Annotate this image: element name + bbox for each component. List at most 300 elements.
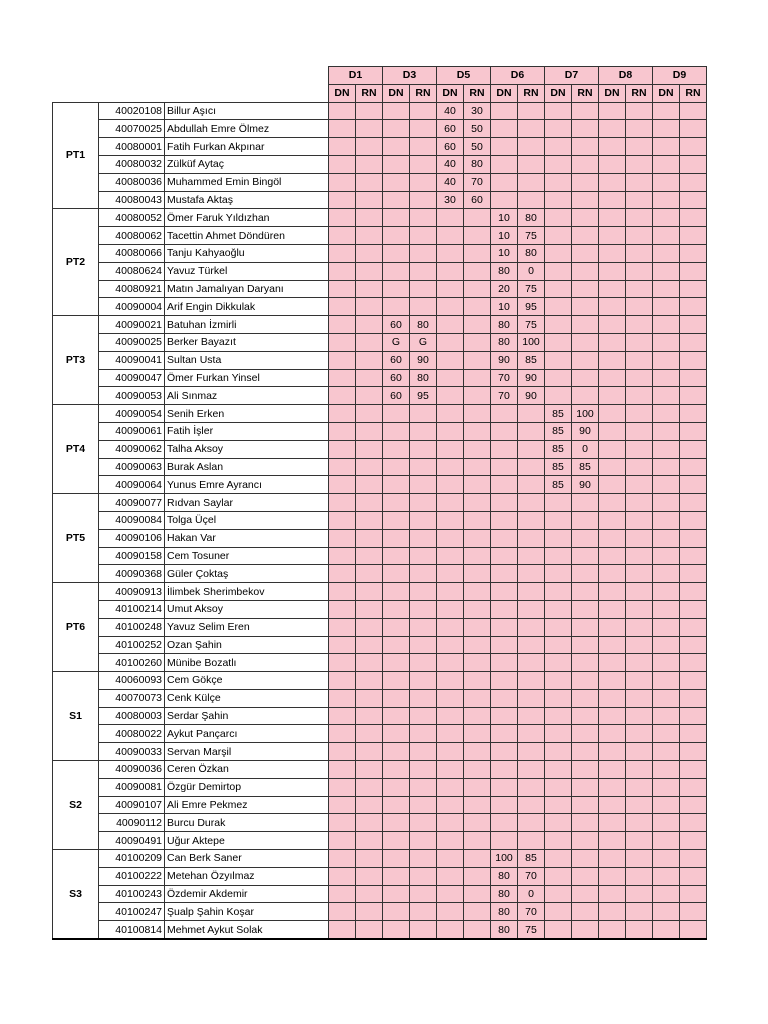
score-cell bbox=[356, 333, 383, 351]
score-cell bbox=[518, 102, 545, 120]
student-name: Tanju Kahyaoğlu bbox=[165, 244, 329, 262]
score-cell bbox=[572, 529, 599, 547]
student-id: 40080066 bbox=[99, 244, 165, 262]
score-cell bbox=[518, 138, 545, 156]
score-cell bbox=[329, 262, 356, 280]
table-row bbox=[53, 565, 707, 583]
score-cell bbox=[599, 280, 626, 298]
score-cell bbox=[572, 743, 599, 761]
score-cell bbox=[680, 814, 707, 832]
score-cell bbox=[383, 903, 410, 921]
student-name: Ozan Şahin bbox=[165, 636, 329, 654]
score-cell bbox=[383, 120, 410, 138]
score-cell bbox=[356, 458, 383, 476]
group-label: PT5 bbox=[53, 494, 99, 583]
score-cell bbox=[518, 689, 545, 707]
student-name: Berker Bayazıt bbox=[165, 333, 329, 351]
score-cell bbox=[680, 458, 707, 476]
score-cell: 10 bbox=[491, 227, 518, 245]
score-cell bbox=[518, 173, 545, 191]
score-cell bbox=[626, 850, 653, 868]
score-cell bbox=[491, 102, 518, 120]
score-cell bbox=[383, 405, 410, 423]
score-cell bbox=[356, 155, 383, 173]
score-cell bbox=[680, 547, 707, 565]
student-id: 40100248 bbox=[99, 618, 165, 636]
score-cell bbox=[572, 903, 599, 921]
day-header: D7 bbox=[545, 67, 599, 85]
score-cell bbox=[491, 120, 518, 138]
score-cell bbox=[329, 832, 356, 850]
score-cell bbox=[599, 440, 626, 458]
score-cell bbox=[518, 120, 545, 138]
score-cell: 50 bbox=[464, 120, 491, 138]
student-id: 40080003 bbox=[99, 707, 165, 725]
score-cell bbox=[491, 743, 518, 761]
score-cell bbox=[356, 654, 383, 672]
score-cell bbox=[410, 494, 437, 512]
student-name: Yavuz Selim Eren bbox=[165, 618, 329, 636]
score-cell bbox=[599, 405, 626, 423]
score-cell bbox=[653, 832, 680, 850]
score-cell bbox=[491, 600, 518, 618]
score-cell bbox=[437, 921, 464, 939]
score-cell: 60 bbox=[383, 351, 410, 369]
score-cell bbox=[437, 743, 464, 761]
score-cell: 90 bbox=[518, 369, 545, 387]
student-name: Ömer Furkan Yinsel bbox=[165, 369, 329, 387]
score-cell bbox=[437, 298, 464, 316]
score-cell bbox=[626, 529, 653, 547]
student-id: 40060093 bbox=[99, 672, 165, 690]
score-cell bbox=[680, 511, 707, 529]
score-cell: 80 bbox=[491, 333, 518, 351]
score-cell bbox=[491, 547, 518, 565]
score-cell bbox=[410, 636, 437, 654]
table-row bbox=[53, 405, 707, 423]
score-cell bbox=[491, 707, 518, 725]
score-cell: 0 bbox=[572, 440, 599, 458]
score-cell bbox=[410, 600, 437, 618]
score-cell bbox=[626, 654, 653, 672]
score-cell bbox=[599, 654, 626, 672]
subcolumn-header: RN bbox=[680, 84, 707, 102]
score-cell bbox=[572, 707, 599, 725]
score-cell bbox=[329, 814, 356, 832]
score-cell bbox=[491, 672, 518, 690]
score-cell bbox=[626, 672, 653, 690]
table-row bbox=[53, 761, 707, 779]
score-cell: 70 bbox=[518, 903, 545, 921]
student-name: Billur Aşıcı bbox=[165, 102, 329, 120]
student-id: 40100209 bbox=[99, 850, 165, 868]
score-cell bbox=[356, 814, 383, 832]
score-cell bbox=[545, 280, 572, 298]
score-cell bbox=[572, 316, 599, 334]
table-row bbox=[53, 422, 707, 440]
score-cell bbox=[599, 547, 626, 565]
score-cell bbox=[383, 707, 410, 725]
score-cell bbox=[599, 707, 626, 725]
score-cell bbox=[410, 440, 437, 458]
score-cell bbox=[626, 743, 653, 761]
score-cell bbox=[626, 476, 653, 494]
day-header: D1 bbox=[329, 67, 383, 85]
score-cell bbox=[599, 155, 626, 173]
score-cell: 85 bbox=[545, 405, 572, 423]
score-cell bbox=[626, 867, 653, 885]
score-cell bbox=[464, 440, 491, 458]
score-cell: 90 bbox=[572, 422, 599, 440]
score-cell bbox=[464, 405, 491, 423]
student-id: 40090112 bbox=[99, 814, 165, 832]
score-cell bbox=[599, 102, 626, 120]
score-cell bbox=[410, 743, 437, 761]
score-cell bbox=[356, 173, 383, 191]
score-cell bbox=[626, 761, 653, 779]
score-cell bbox=[464, 529, 491, 547]
score-cell bbox=[518, 565, 545, 583]
student-name: Ömer Faruk Yıldızhan bbox=[165, 209, 329, 227]
score-cell bbox=[383, 778, 410, 796]
score-cell bbox=[680, 796, 707, 814]
student-name: Mehmet Aykut Solak bbox=[165, 921, 329, 939]
score-cell bbox=[653, 689, 680, 707]
score-cell bbox=[680, 227, 707, 245]
score-cell bbox=[464, 458, 491, 476]
score-cell bbox=[599, 725, 626, 743]
score-cell bbox=[545, 689, 572, 707]
score-cell bbox=[545, 351, 572, 369]
score-cell bbox=[464, 422, 491, 440]
score-cell bbox=[410, 867, 437, 885]
table-row bbox=[53, 903, 707, 921]
subcolumn-header: DN bbox=[545, 84, 572, 102]
student-id: 40090107 bbox=[99, 796, 165, 814]
score-cell bbox=[464, 351, 491, 369]
table-row bbox=[53, 476, 707, 494]
score-cell bbox=[410, 885, 437, 903]
score-cell bbox=[599, 458, 626, 476]
student-name: Hakan Var bbox=[165, 529, 329, 547]
score-cell bbox=[410, 583, 437, 601]
score-cell bbox=[491, 618, 518, 636]
score-cell: 80 bbox=[491, 867, 518, 885]
score-cell bbox=[356, 850, 383, 868]
score-cell bbox=[599, 921, 626, 939]
score-cell bbox=[545, 191, 572, 209]
score-cell bbox=[410, 227, 437, 245]
score-cell bbox=[437, 778, 464, 796]
score-cell bbox=[680, 422, 707, 440]
score-cell bbox=[329, 707, 356, 725]
score-cell bbox=[572, 173, 599, 191]
score-cell: 20 bbox=[491, 280, 518, 298]
score-cell bbox=[545, 547, 572, 565]
score-cell bbox=[518, 547, 545, 565]
score-cell bbox=[356, 262, 383, 280]
score-cell bbox=[464, 636, 491, 654]
score-cell bbox=[626, 155, 653, 173]
score-cell bbox=[680, 405, 707, 423]
student-id: 40090047 bbox=[99, 369, 165, 387]
score-cell bbox=[383, 102, 410, 120]
score-cell bbox=[653, 672, 680, 690]
score-cell: 100 bbox=[572, 405, 599, 423]
score-cell bbox=[464, 761, 491, 779]
score-cell bbox=[680, 316, 707, 334]
score-cell bbox=[356, 618, 383, 636]
score-cell bbox=[410, 689, 437, 707]
score-cell bbox=[464, 387, 491, 405]
score-cell bbox=[464, 725, 491, 743]
student-name: Özgür Demirtop bbox=[165, 778, 329, 796]
student-id: 40080032 bbox=[99, 155, 165, 173]
table-row bbox=[53, 796, 707, 814]
score-cell: 70 bbox=[491, 387, 518, 405]
score-cell bbox=[626, 280, 653, 298]
score-cell bbox=[680, 440, 707, 458]
score-cell bbox=[383, 743, 410, 761]
score-cell bbox=[626, 885, 653, 903]
student-name: Fatih İşler bbox=[165, 422, 329, 440]
score-cell bbox=[653, 387, 680, 405]
score-cell bbox=[491, 458, 518, 476]
score-cell bbox=[680, 209, 707, 227]
score-cell bbox=[356, 600, 383, 618]
score-cell bbox=[356, 743, 383, 761]
score-cell bbox=[653, 102, 680, 120]
score-cell: 40 bbox=[437, 155, 464, 173]
table-row bbox=[53, 209, 707, 227]
score-cell bbox=[626, 351, 653, 369]
score-cell bbox=[410, 725, 437, 743]
score-cell bbox=[545, 867, 572, 885]
score-cell bbox=[599, 316, 626, 334]
score-cell bbox=[356, 761, 383, 779]
score-cell bbox=[518, 743, 545, 761]
score-cell bbox=[437, 405, 464, 423]
score-cell bbox=[680, 387, 707, 405]
student-name: Ali Sınmaz bbox=[165, 387, 329, 405]
score-cell bbox=[518, 529, 545, 547]
student-name: Talha Aksoy bbox=[165, 440, 329, 458]
score-cell bbox=[572, 191, 599, 209]
score-cell bbox=[680, 743, 707, 761]
score-cell: 85 bbox=[572, 458, 599, 476]
score-cell bbox=[464, 832, 491, 850]
score-cell bbox=[626, 707, 653, 725]
score-cell bbox=[356, 689, 383, 707]
score-cell bbox=[572, 921, 599, 939]
score-cell bbox=[572, 867, 599, 885]
score-cell bbox=[383, 511, 410, 529]
score-cell bbox=[410, 280, 437, 298]
score-cell bbox=[626, 191, 653, 209]
score-cell bbox=[491, 138, 518, 156]
score-cell bbox=[599, 227, 626, 245]
score-cell bbox=[329, 921, 356, 939]
score-cell bbox=[437, 244, 464, 262]
score-cell bbox=[437, 227, 464, 245]
score-cell: 95 bbox=[410, 387, 437, 405]
table-row bbox=[53, 689, 707, 707]
score-cell bbox=[491, 565, 518, 583]
score-cell: 60 bbox=[383, 316, 410, 334]
score-cell bbox=[626, 316, 653, 334]
score-cell bbox=[518, 796, 545, 814]
student-name: Muhammed Emin Bingöl bbox=[165, 173, 329, 191]
group-label: S2 bbox=[53, 761, 99, 850]
student-name: Cem Tosuner bbox=[165, 547, 329, 565]
student-name: Senih Erken bbox=[165, 405, 329, 423]
student-id: 40100247 bbox=[99, 903, 165, 921]
score-cell bbox=[572, 618, 599, 636]
score-cell bbox=[383, 155, 410, 173]
score-cell bbox=[680, 689, 707, 707]
score-cell bbox=[653, 209, 680, 227]
score-cell bbox=[437, 422, 464, 440]
score-cell bbox=[680, 618, 707, 636]
score-cell bbox=[653, 280, 680, 298]
score-cell bbox=[572, 262, 599, 280]
score-cell bbox=[383, 138, 410, 156]
student-name: Rıdvan Saylar bbox=[165, 494, 329, 512]
student-name: Tacettin Ahmet Döndüren bbox=[165, 227, 329, 245]
score-cell bbox=[545, 173, 572, 191]
student-id: 40090913 bbox=[99, 583, 165, 601]
score-cell bbox=[680, 244, 707, 262]
score-cell bbox=[545, 511, 572, 529]
student-name: Fatih Furkan Akpınar bbox=[165, 138, 329, 156]
student-name: Burcu Durak bbox=[165, 814, 329, 832]
score-cell bbox=[464, 618, 491, 636]
score-cell bbox=[680, 832, 707, 850]
score-cell bbox=[383, 689, 410, 707]
score-cell bbox=[626, 636, 653, 654]
student-id: 40080001 bbox=[99, 138, 165, 156]
score-cell bbox=[491, 761, 518, 779]
score-cell bbox=[383, 244, 410, 262]
score-cell: 40 bbox=[437, 102, 464, 120]
score-cell bbox=[410, 529, 437, 547]
score-cell bbox=[599, 778, 626, 796]
score-cell bbox=[491, 529, 518, 547]
table-row bbox=[53, 244, 707, 262]
score-cell bbox=[653, 173, 680, 191]
score-cell bbox=[518, 814, 545, 832]
score-cell bbox=[545, 120, 572, 138]
score-cell: 90 bbox=[410, 351, 437, 369]
score-cell bbox=[383, 173, 410, 191]
table-row bbox=[53, 867, 707, 885]
score-cell bbox=[680, 120, 707, 138]
score-cell bbox=[383, 761, 410, 779]
student-id: 40020108 bbox=[99, 102, 165, 120]
score-cell bbox=[329, 440, 356, 458]
score-cell bbox=[518, 440, 545, 458]
score-cell bbox=[383, 654, 410, 672]
score-cell bbox=[464, 796, 491, 814]
score-cell bbox=[653, 298, 680, 316]
score-cell bbox=[653, 138, 680, 156]
score-cell bbox=[599, 476, 626, 494]
score-cell bbox=[653, 440, 680, 458]
score-cell: 60 bbox=[383, 387, 410, 405]
score-cell bbox=[572, 280, 599, 298]
score-cell bbox=[329, 369, 356, 387]
score-cell bbox=[572, 565, 599, 583]
day-header: D3 bbox=[383, 67, 437, 85]
score-cell: 10 bbox=[491, 244, 518, 262]
table-row bbox=[53, 333, 707, 351]
score-cell bbox=[653, 494, 680, 512]
score-cell bbox=[464, 476, 491, 494]
student-id: 40090036 bbox=[99, 761, 165, 779]
score-cell bbox=[572, 814, 599, 832]
score-cell bbox=[626, 120, 653, 138]
score-cell bbox=[491, 583, 518, 601]
score-cell bbox=[329, 511, 356, 529]
score-cell bbox=[410, 921, 437, 939]
score-cell bbox=[626, 511, 653, 529]
table-row bbox=[53, 583, 707, 601]
score-cell bbox=[356, 832, 383, 850]
score-cell bbox=[653, 511, 680, 529]
student-name: Zülküf Aytaç bbox=[165, 155, 329, 173]
score-cell: 80 bbox=[491, 885, 518, 903]
score-cell bbox=[545, 814, 572, 832]
score-cell bbox=[464, 600, 491, 618]
score-cell bbox=[329, 120, 356, 138]
score-cell bbox=[653, 814, 680, 832]
table-row bbox=[53, 636, 707, 654]
score-cell bbox=[572, 778, 599, 796]
score-cell bbox=[329, 387, 356, 405]
score-cell bbox=[545, 636, 572, 654]
score-cell bbox=[329, 565, 356, 583]
score-cell bbox=[356, 422, 383, 440]
score-cell bbox=[653, 903, 680, 921]
score-cell: 95 bbox=[518, 298, 545, 316]
table-row bbox=[53, 369, 707, 387]
score-cell bbox=[464, 316, 491, 334]
score-cell bbox=[437, 369, 464, 387]
score-cell bbox=[680, 138, 707, 156]
table-row bbox=[53, 921, 707, 939]
student-name: Metehan Özyılmaz bbox=[165, 867, 329, 885]
score-cell bbox=[626, 565, 653, 583]
score-cell: 90 bbox=[572, 476, 599, 494]
score-cell: 0 bbox=[518, 885, 545, 903]
score-cell bbox=[383, 600, 410, 618]
score-cell bbox=[545, 672, 572, 690]
student-id: 40090491 bbox=[99, 832, 165, 850]
score-cell bbox=[410, 654, 437, 672]
score-cell bbox=[437, 262, 464, 280]
score-cell bbox=[437, 654, 464, 672]
student-name: Sultan Usta bbox=[165, 351, 329, 369]
score-cell bbox=[599, 743, 626, 761]
score-cell bbox=[410, 796, 437, 814]
table-row bbox=[53, 850, 707, 868]
score-cell bbox=[518, 636, 545, 654]
score-cell bbox=[545, 244, 572, 262]
score-cell bbox=[680, 707, 707, 725]
score-cell bbox=[464, 743, 491, 761]
score-cell bbox=[356, 511, 383, 529]
score-cell bbox=[383, 796, 410, 814]
